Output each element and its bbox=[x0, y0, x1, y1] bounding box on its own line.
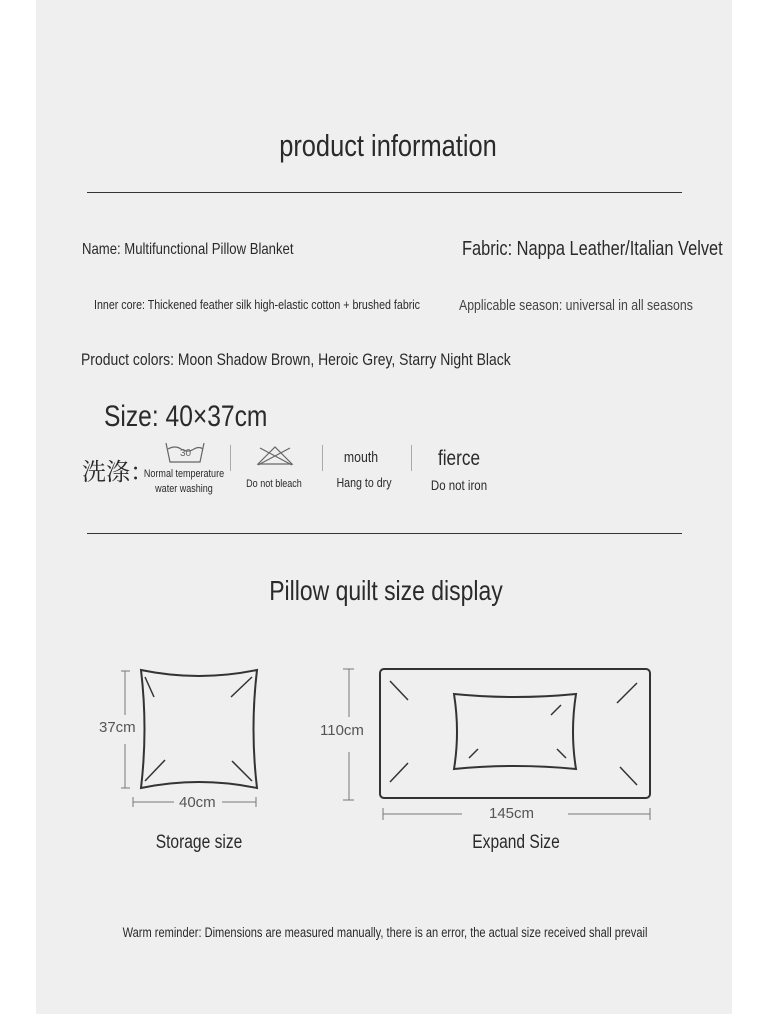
washing-label: 洗涤： bbox=[82, 459, 154, 486]
product-season: Applicable season: universal in all seasons bbox=[459, 297, 693, 314]
expand-height-label: 110cm bbox=[320, 722, 364, 739]
storage-size-caption: Storage size bbox=[155, 832, 243, 853]
care-caption-wash-2: water washing bbox=[155, 483, 213, 495]
care-caption-iron: Do not iron bbox=[430, 477, 488, 493]
storage-height-label: 37cm bbox=[99, 719, 136, 736]
care-title-iron: fierce bbox=[437, 447, 481, 470]
care-title-dry: mouth bbox=[343, 449, 379, 466]
product-fabric: Fabric: Nappa Leather/Italian Velvet bbox=[462, 238, 723, 260]
product-colors: Product colors: Moon Shadow Brown, Heroic Grey, Starry Night Black bbox=[81, 350, 511, 369]
storage-pillow-icon bbox=[141, 670, 257, 788]
expand-size-caption: Expand Size bbox=[472, 832, 560, 853]
product-inner-core: Inner core: Thickened feather silk high-elastic cotton + brushed fabric bbox=[94, 297, 421, 312]
care-caption-dry: Hang to dry bbox=[336, 475, 392, 490]
care-caption-wash: Normal temperature bbox=[143, 468, 225, 480]
warm-reminder: Warm reminder: Dimensions are measured manually, there is an error, the actual size received shall prevail bbox=[122, 925, 648, 940]
size-section-title: Pillow quilt size display bbox=[269, 575, 503, 606]
page-title: product information bbox=[279, 128, 497, 163]
product-name: Name: Multifunctional Pillow Blanket bbox=[82, 241, 294, 258]
wash-temperature: 30 bbox=[180, 448, 192, 459]
product-size: Size: 40×37cm bbox=[104, 400, 268, 433]
storage-width-label: 40cm bbox=[179, 794, 216, 811]
care-caption-bleach: Do not bleach bbox=[246, 478, 302, 490]
expand-width-label: 145cm bbox=[489, 805, 535, 822]
expand-blanket-icon bbox=[380, 669, 650, 798]
